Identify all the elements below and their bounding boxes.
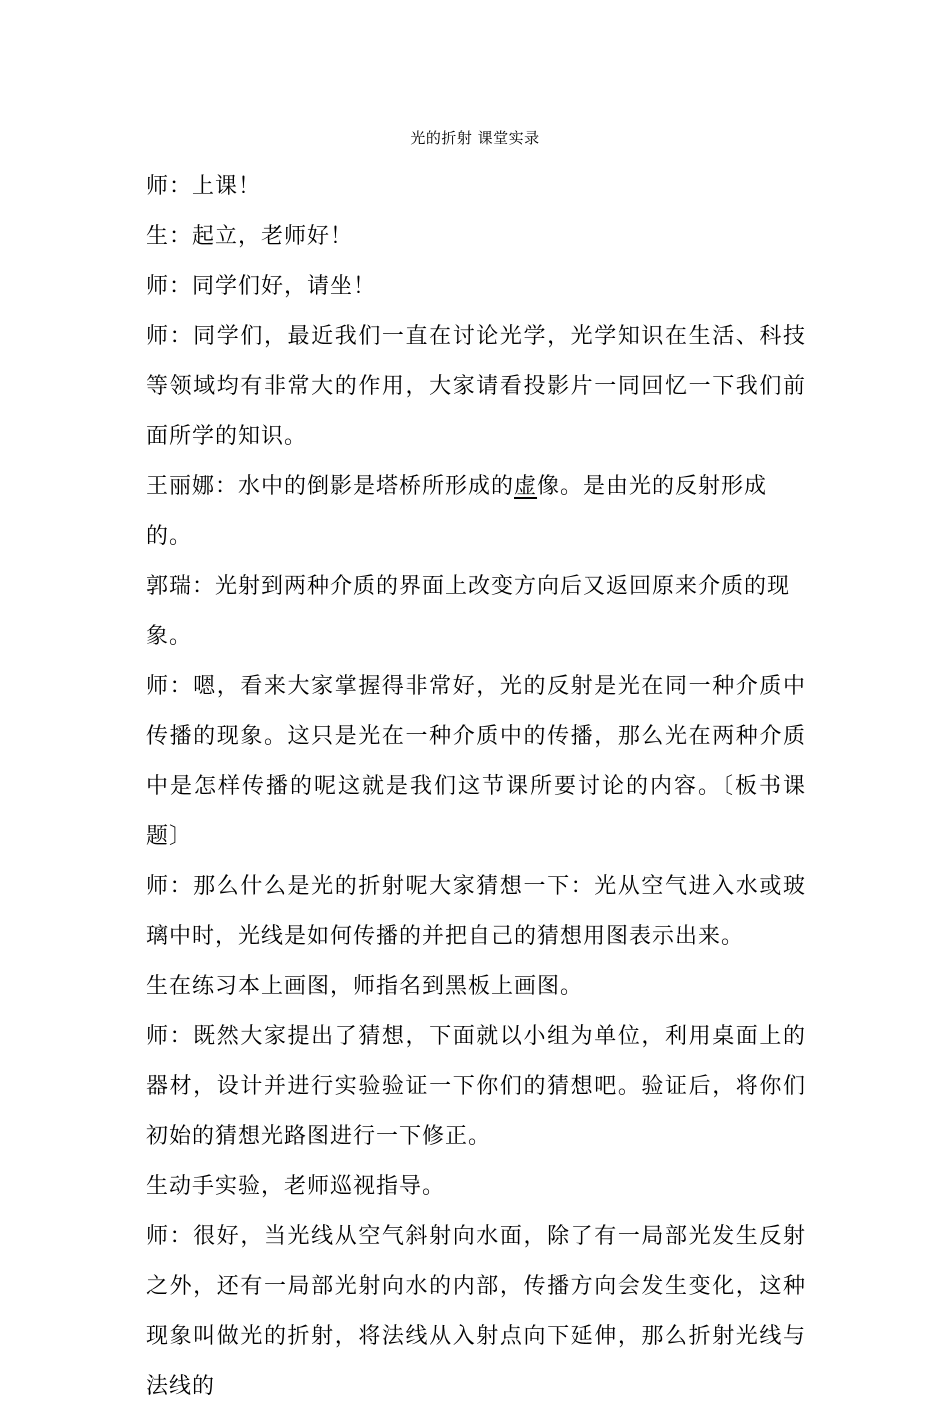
underlined-word: 虚 bbox=[514, 474, 538, 499]
paragraph-students-experiment: 生动手实验，老师巡视指导。 bbox=[146, 1174, 446, 1199]
paragraph-students-draw: 生在练习本上画图，师指名到黑板上画图。 bbox=[146, 974, 584, 999]
paragraph-teacher-start-class: 师：上课！ bbox=[146, 174, 262, 199]
paragraph-wang-lina-answer bbox=[146, 462, 806, 562]
paragraph-teacher-review-optics: 师：同学们，最近我们一直在讨论光学，光学知识在生活、科技等领域均有非常大的作用，大家请看投影片一同回忆一下我们前面所学的知识。 bbox=[146, 324, 806, 449]
document-body bbox=[146, 162, 806, 1412]
paragraph-students-stand: 生：起立，老师好！ bbox=[146, 224, 354, 249]
document-title: 光的折射 课堂实录 bbox=[410, 129, 540, 147]
paragraph-teacher-refraction-definition: 师：很好，当光线从空气斜射向水面，除了有一局部光发生反射之外，还有一局部光射向水的内部，传播方向会发生变化，这种现象叫做光的折射，将法线从入射点向下延伸，那么折射光线与法线的 bbox=[146, 1224, 806, 1399]
wang-lina-text-before: 王丽娜：水中的倒影是塔桥所形成的 bbox=[146, 474, 515, 499]
paragraph-teacher-ask-guess: 师：那么什么是光的折射呢大家猜想一下：光从空气进入水或玻璃中时，光线是如何传播的并把自己的猜想用图表示出来。 bbox=[146, 874, 806, 949]
paragraph-teacher-introduce-topic: 师：嗯，看来大家掌握得非常好，光的反射是光在同一种介质中传播的现象。这只是光在一种介质中的传播，那么光在两种介质中是怎样传播的呢这就是我们这节课所要讨论的内容。〔板书课题〕 bbox=[146, 674, 806, 849]
paragraph-teacher-experiment: 师：既然大家提出了猜想，下面就以小组为单位，利用桌面上的器材，设计并进行实验验证一下你们的猜想吧。验证后，将你们初始的猜想光路图进行一下修正。 bbox=[146, 1024, 806, 1149]
paragraph-guo-rui-answer: 郭瑞：光射到两种介质的界面上改变方向后又返回原来介质的现象。 bbox=[146, 574, 791, 649]
wang-lina-text-after: 像。是由光的反射形成的。 bbox=[146, 474, 768, 549]
paragraph-teacher-sit-down: 师：同学们好，请坐！ bbox=[146, 274, 377, 299]
